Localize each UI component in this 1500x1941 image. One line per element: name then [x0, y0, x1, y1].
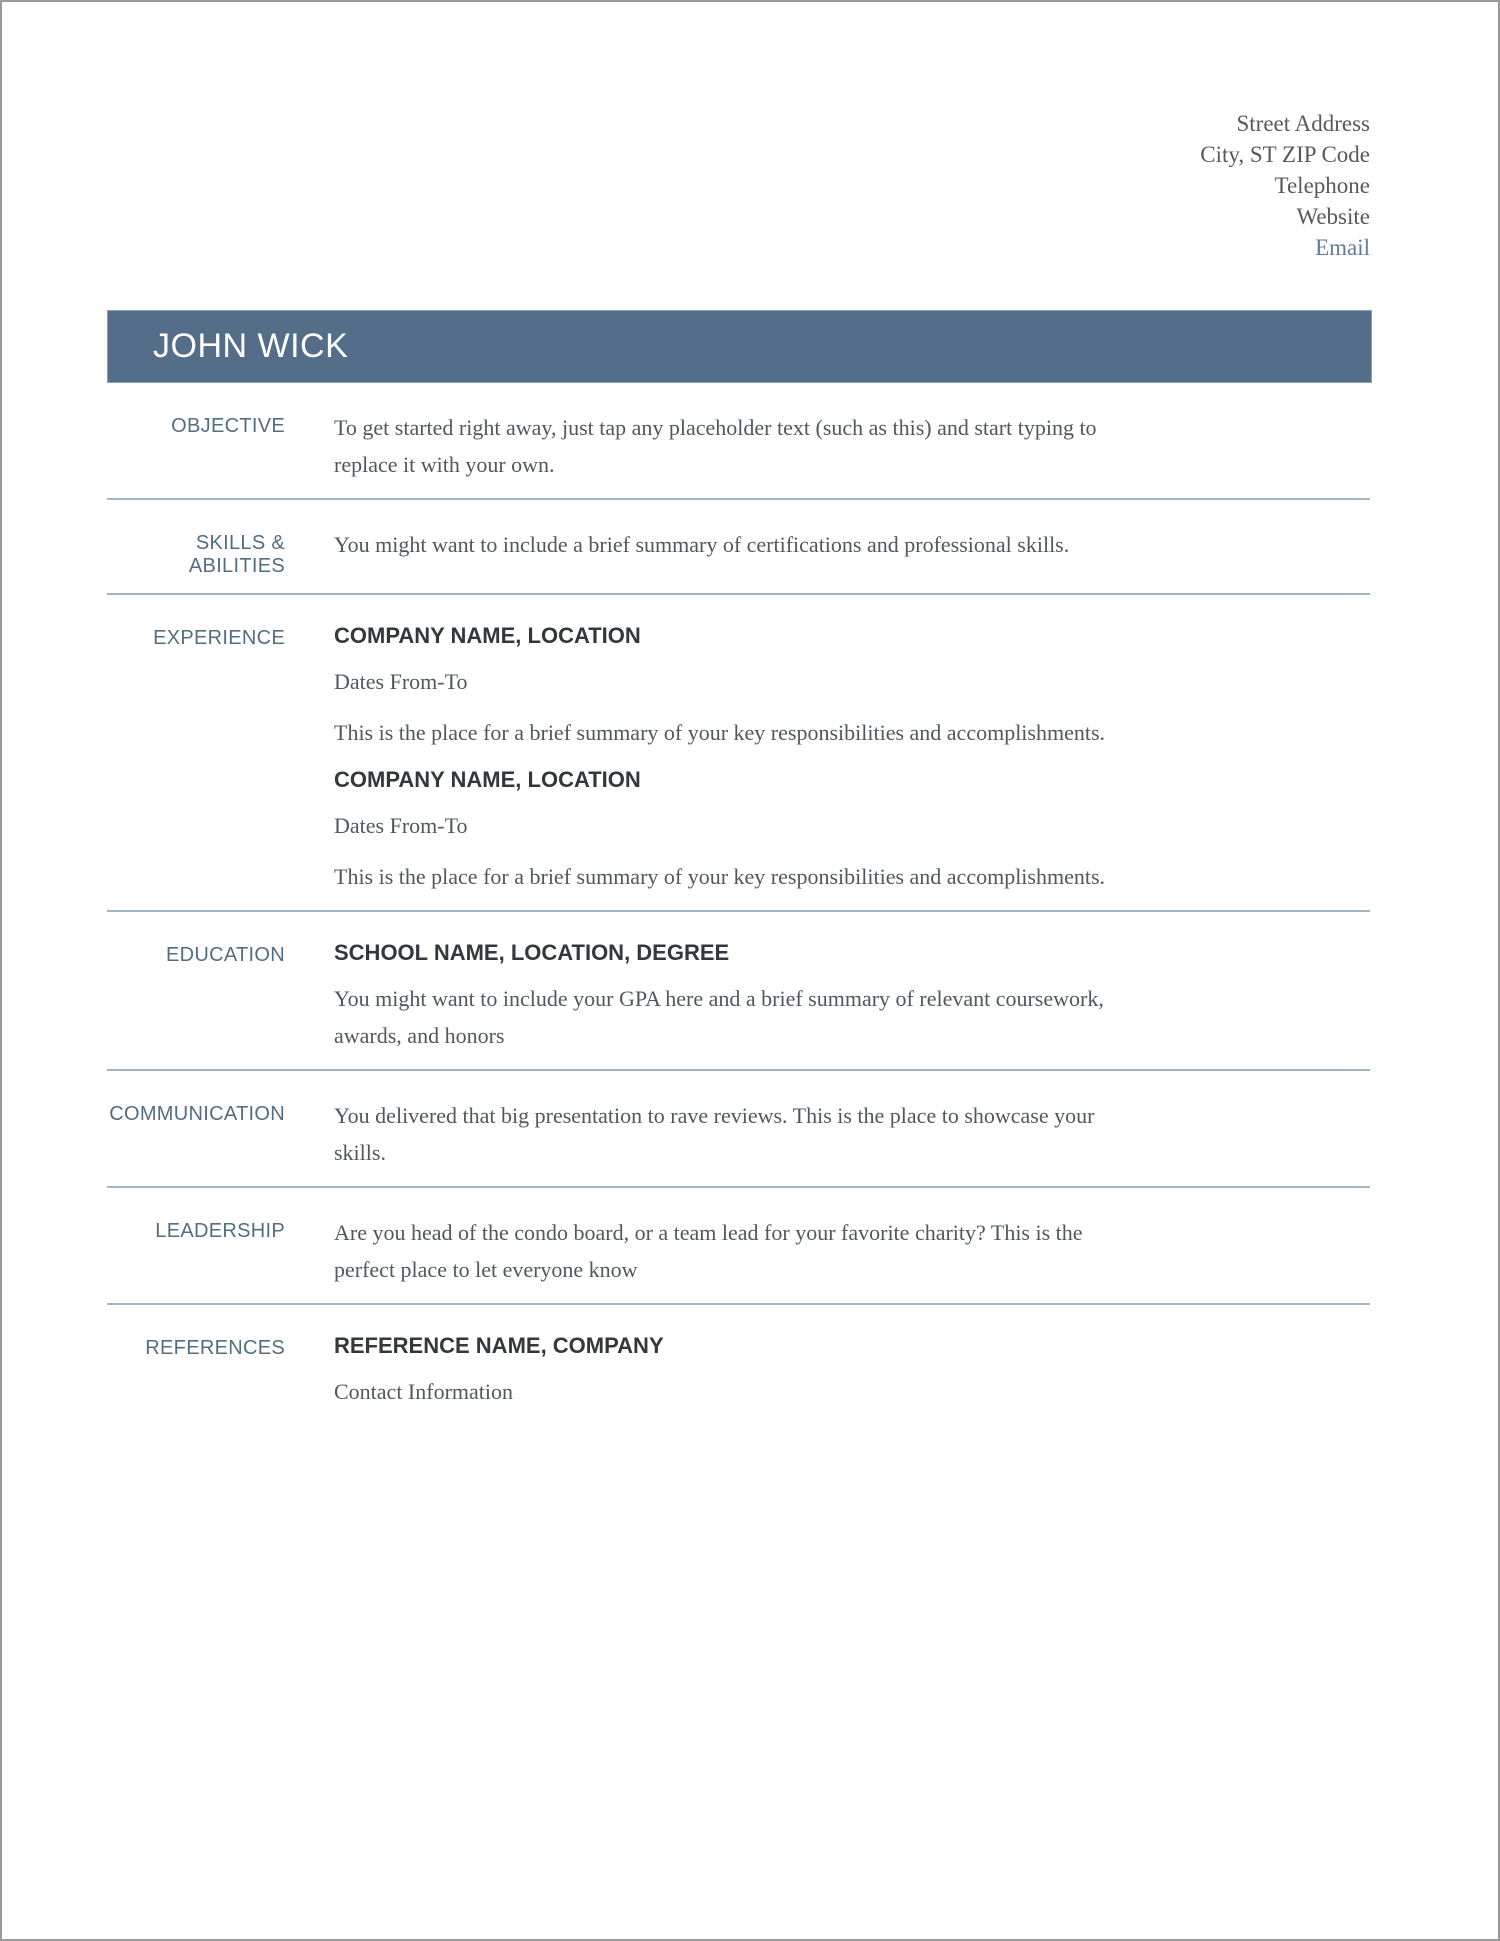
contact-city-state-zip: City, ST ZIP Code [1200, 142, 1370, 167]
paragraph: Are you head of the condo board, or a team lead for your favorite charity? This is the perfect place to let everyone know [334, 1220, 1083, 1282]
resume-section [107, 1303, 1370, 1425]
section-body [334, 938, 1144, 1054]
section-label: EDUCATION [166, 944, 285, 966]
paragraph: To get started right away, just tap any placeholder text (such as this) and start typing to replace it with your own. [334, 415, 1097, 477]
paragraph: You might want to include your GPA here and a brief summary of relevant coursework, awards, and honors [334, 986, 1104, 1048]
contact-website: Website [1296, 204, 1370, 229]
contact-street-address: Street Address [1236, 111, 1370, 136]
resume-section [107, 383, 1370, 498]
paragraph: Dates From-To [334, 669, 468, 694]
paragraph: This is the place for a brief summary of your key responsibilities and accomplishments. [334, 864, 1106, 889]
section-label: SKILLS & ABILITIES [188, 532, 285, 577]
paragraph: You delivered that big presentation to rave reviews. This is the place to showcase your skills. [334, 1103, 1095, 1165]
section-label: EXPERIENCE [153, 627, 285, 649]
section-body [334, 409, 1144, 483]
resume-section [107, 910, 1370, 1069]
section-body [334, 621, 1144, 895]
entry-heading: COMPANY NAME, LOCATION [334, 767, 641, 792]
section-body [334, 526, 1144, 578]
paragraph: This is the place for a brief summary of your key responsibilities and accomplishments. [334, 720, 1106, 745]
resume-section [107, 1186, 1370, 1303]
entry-heading: SCHOOL NAME, LOCATION, DEGREE [334, 940, 730, 965]
name-banner [107, 310, 1372, 383]
resume-section [107, 593, 1370, 910]
contact-email-link[interactable]: Email [1315, 235, 1370, 260]
section-body [334, 1214, 1144, 1288]
contact-telephone: Telephone [1274, 173, 1370, 198]
resume-name: JOHN WICK [153, 327, 349, 365]
paragraph: Contact Information [334, 1379, 514, 1404]
section-body [334, 1097, 1144, 1171]
resume-section [107, 498, 1370, 593]
paragraph: Dates From-To [334, 813, 468, 838]
sections [107, 383, 1370, 1425]
section-label: LEADERSHIP [155, 1220, 285, 1242]
entry-heading: COMPANY NAME, LOCATION [334, 623, 641, 648]
entry-heading: REFERENCE NAME, COMPANY [334, 1333, 664, 1358]
section-body [334, 1331, 1144, 1410]
section-label: REFERENCES [145, 1337, 285, 1359]
paragraph: You might want to include a brief summary of certifications and professional skills. [334, 532, 1070, 557]
section-label: OBJECTIVE [171, 415, 285, 437]
resume-section [107, 1069, 1370, 1186]
section-label: COMMUNICATION [109, 1103, 285, 1125]
contact-block [107, 108, 1370, 263]
